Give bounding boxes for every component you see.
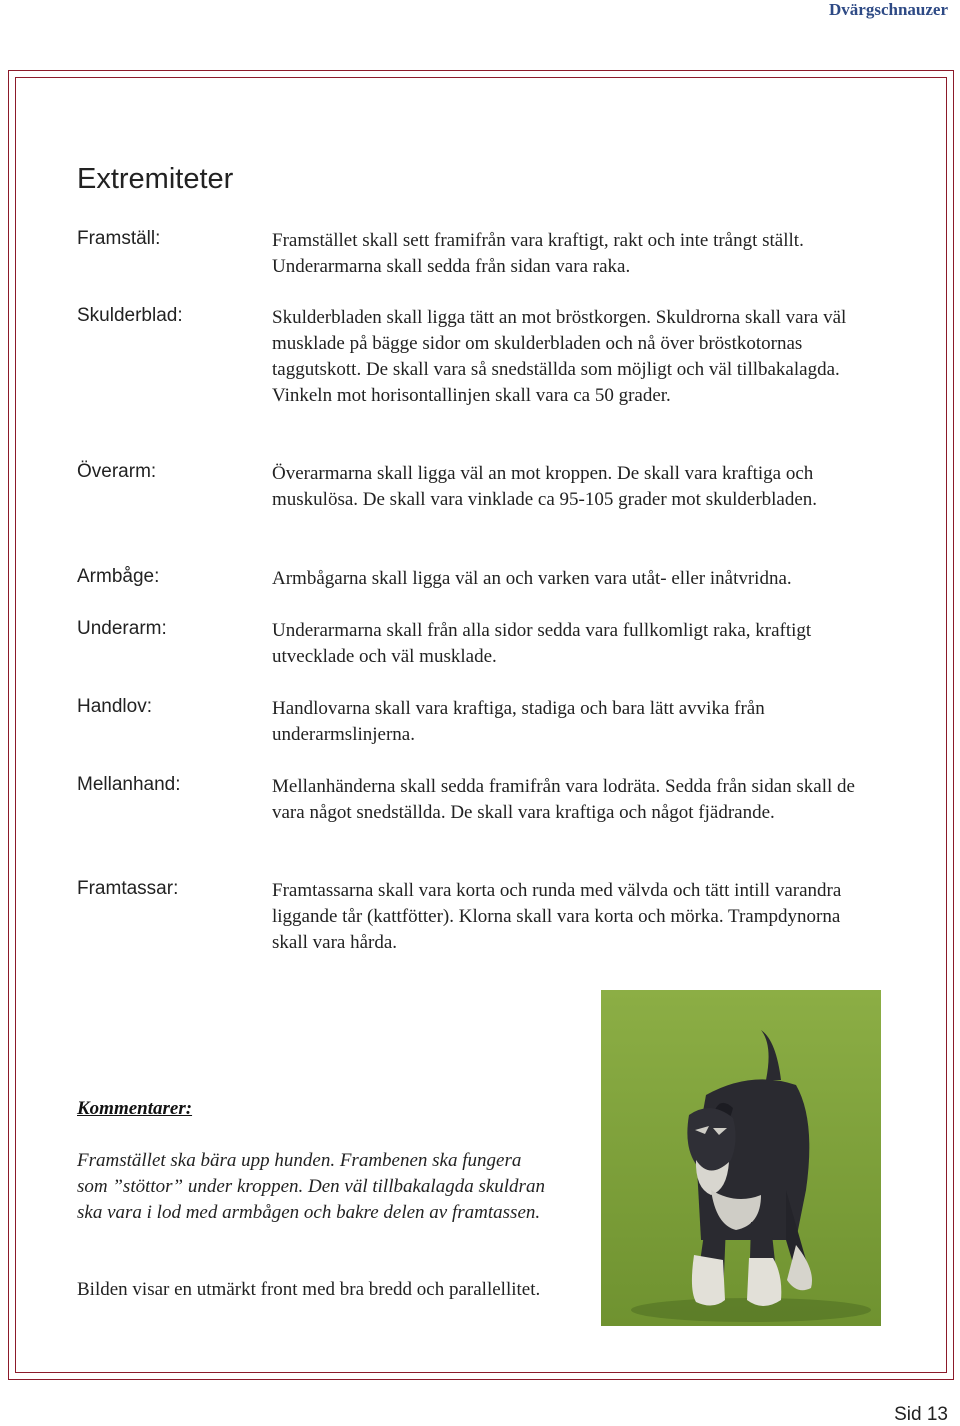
row-label: Skulderblad: [77,305,183,326]
row-description: Skulderbladen skall ligga tätt an mot bröstkorgen. Skuldrorna skall vara väl musklade på bägge sidor om skulderbladen och nå över bröstkotornas taggutskott. De skall vara så snedställda som möjligt och väl tillbakalagda. Vinkeln mot horisontallinjen skall vara ca 50 grader. [272,307,847,406]
section-title: Extremiteter [77,163,234,195]
dog-leg-furnishing-right [747,1258,781,1306]
row-description: Överarmarna skall ligga väl an mot kroppen. De skall vara kraftiga och muskulösa. De skall vara vinklade ca 95-105 grader mot skulderbladen. [272,463,818,510]
row-label: Framställ: [77,228,161,249]
running-header: Dvärgschnauzer [829,0,948,19]
row-label: Handlov: [77,696,152,717]
dog-photo [601,990,881,1326]
row-description: Mellanhänderna skall sedda framifrån vara lodräta. Sedda från sidan skall de vara något snedställda. De skall vara kraftiga och något fjädrande. [272,776,855,823]
page-number: Sid 13 [894,1404,948,1425]
dog-leg-furnishing-left [692,1255,725,1306]
row-description: Framstället skall sett framifrån vara kraftigt, rakt och inte trångt ställt. Underarmarna skall sedda från sidan vara raka. [272,230,804,277]
row-label: Armbåge: [77,566,160,587]
row-description: Handlovarna skall vara kraftiga, stadiga och bara lätt avvika från underarmslinjerna. [272,698,765,745]
comments-heading: Kommentarer: [77,1098,193,1119]
row-description: Armbågarna skall ligga väl an och varken vara utåt- eller inåtvridna. [272,568,792,589]
comments-caption: Bilden visar en utmärkt front med bra bredd och parallellitet. [77,1279,541,1300]
row-label: Underarm: [77,618,167,639]
dog-head [687,1108,735,1170]
comments-text: Framstället ska bära upp hunden. Frambenen ska fungera som ”stöttor” under kroppen. Den väl tillbakalagda skuldran ska vara i lod med armbågen och bakre delen av framtassen. [77,1150,545,1223]
row-description: Framtassarna skall vara korta och runda med välvda och tätt intill varandra liggande tår (kattfötter). Klorna skall vara korta och mörka. Trampdynorna skall vara hårda. [272,880,842,953]
row-description: Underarmarna skall från alla sidor sedda vara fullkomligt raka, kraftigt utvecklade och väl musklade. [272,620,812,667]
row-label: Mellanhand: [77,774,181,795]
row-label: Överarm: [77,461,157,482]
row-label: Framtassar: [77,878,179,899]
